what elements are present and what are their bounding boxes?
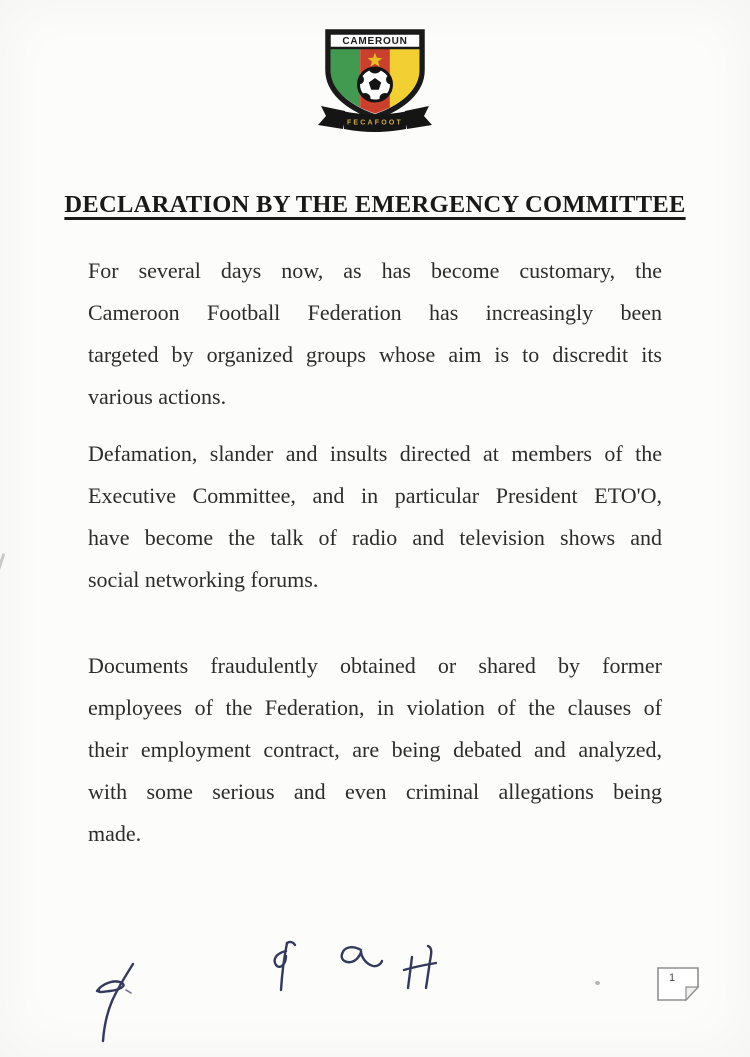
signature-stroke-2 bbox=[275, 942, 295, 990]
document-title: DECLARATION BY THE EMERGENCY COMMITTEE bbox=[64, 191, 686, 218]
fecafoot-crest-logo bbox=[318, 28, 432, 132]
text-line: Cameroon Football Federation has increasingly been bbox=[88, 300, 662, 325]
text-line: various actions. bbox=[88, 384, 227, 409]
text-line: social networking forums. bbox=[88, 567, 319, 592]
signature-stroke-1 bbox=[97, 964, 133, 1041]
page-number-stamp bbox=[656, 966, 700, 1002]
paragraph-3 bbox=[88, 645, 662, 855]
text-line: with some serious and even criminal allegations being bbox=[88, 779, 662, 804]
text-line: employees of the Federation, in violation of the clauses of bbox=[88, 695, 662, 720]
crest-banner-label: FECAFOOT bbox=[346, 119, 404, 127]
text-line: Documents fraudulently obtained or shared by former bbox=[88, 653, 662, 678]
signature-stroke-3 bbox=[342, 947, 382, 966]
text-line: targeted by organized groups whose aim is to discredit its bbox=[88, 342, 662, 367]
text-line: Executive Committee, and in particular President ETO'O, bbox=[88, 483, 662, 508]
text-line: made. bbox=[88, 821, 142, 846]
text-line: Defamation, slander and insults directed at members of the bbox=[88, 441, 662, 466]
crest-country-label: CAMEROUN bbox=[342, 36, 408, 47]
text-line: For several days now, as has become customary, the bbox=[88, 258, 662, 283]
scan-artifact-dot bbox=[595, 981, 600, 985]
paragraph-2 bbox=[88, 433, 662, 601]
handwritten-signature-strokes bbox=[0, 930, 750, 1057]
text-line: have become the talk of radio and television shows and bbox=[88, 525, 662, 550]
page-number: 1 bbox=[668, 972, 676, 984]
document-body bbox=[88, 250, 662, 870]
signature-stroke-4 bbox=[404, 946, 436, 988]
paragraph-1 bbox=[88, 250, 662, 418]
text-line: their employment contract, are being debated and analyzed, bbox=[88, 737, 662, 762]
scan-artifact-smudge bbox=[0, 553, 5, 575]
